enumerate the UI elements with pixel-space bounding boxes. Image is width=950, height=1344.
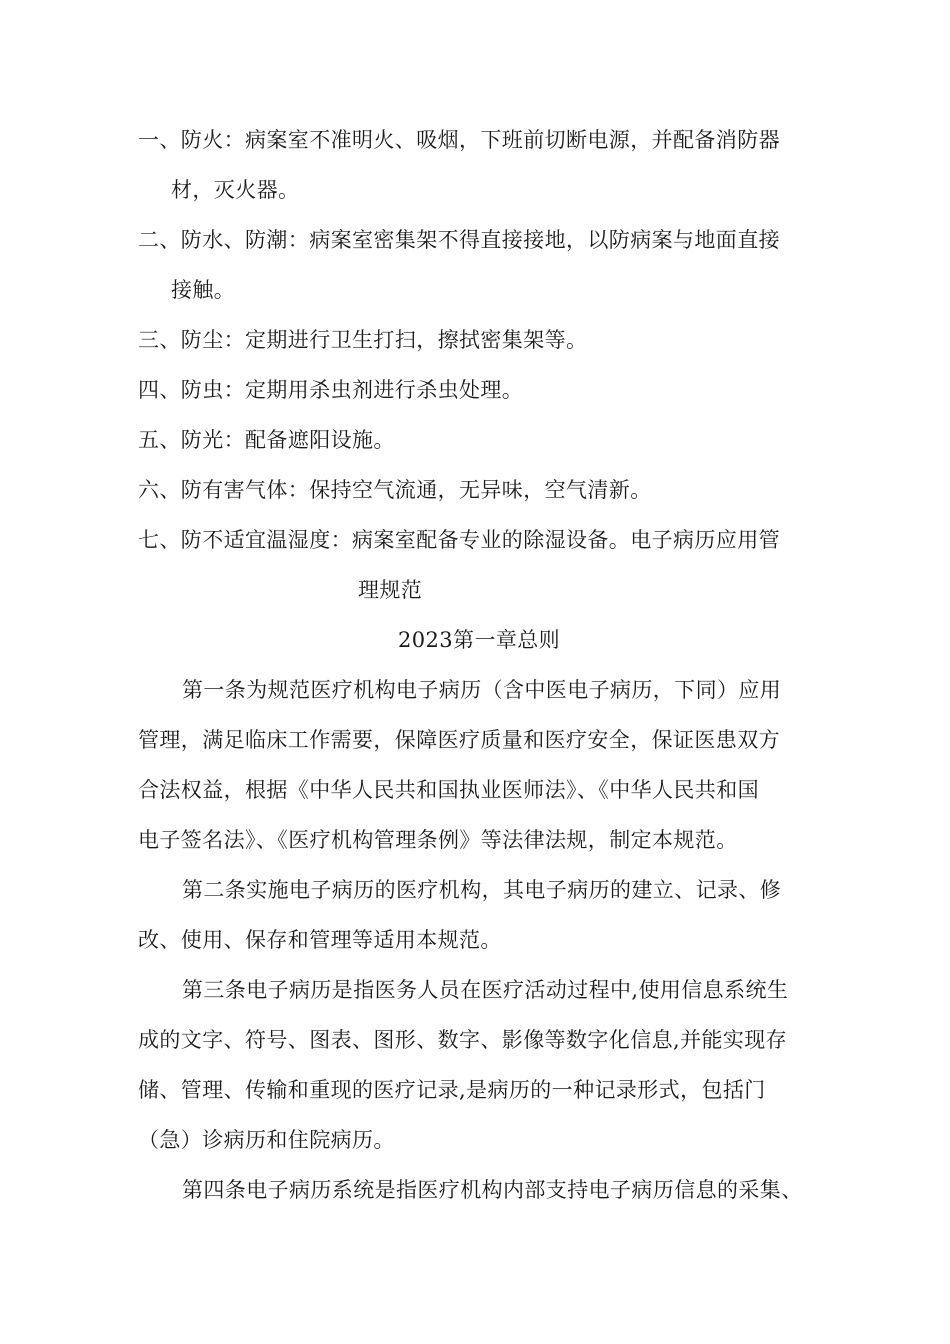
- list-item-6: 六、防有害气体：保持空气流通，无异味，空气清新。: [138, 478, 652, 502]
- article-3-line-4: （急）诊病历和住院病历。: [138, 1128, 395, 1152]
- list-item-3: 三、防尘：定期进行卫生打扫，擦拭密集架等。: [138, 328, 588, 352]
- article-3-line-2: 成的文字、符号、图表、图形、数字、影像等数字化信息,并能实现存: [138, 1028, 788, 1052]
- list-item-1-line-2: 材，灭火器。: [171, 178, 300, 202]
- list-item-4: 四、防虫：定期用杀虫剂进行杀虫处理。: [138, 378, 524, 402]
- article-1-line-4: 电子签名法》、《医疗机构管理条例》等法律法规，制定本规范。: [138, 828, 738, 852]
- article-3-line-3: 储、管理、传输和重现的医疗记录,是病历的一种记录形式，包括门: [138, 1078, 766, 1102]
- article-2-line-1: 第二条实施电子病历的医疗机构，其电子病历的建立、记录、修: [182, 878, 782, 902]
- article-3-line-1: 第三条电子病历是指医务人员在医疗活动过程中,使用信息系统生: [182, 978, 789, 1002]
- article-4-line-1: 第四条电子病历系统是指医疗机构内部支持电子病历信息的采集、: [182, 1178, 803, 1202]
- list-item-2-line-2: 接触。: [171, 278, 236, 302]
- article-2-line-2: 改、使用、保存和管理等适用本规范。: [138, 928, 502, 952]
- article-1-line-3: 合法权益，根据《中华人民共和国执业医师法》、《中华人民共和国: [138, 778, 759, 802]
- title-continuation: 理规范: [358, 578, 423, 602]
- list-item-7: 七、防不适宜温湿度：病案室配备专业的除湿设备。电子病历应用管: [138, 528, 780, 552]
- chapter-heading: 2023第一章总则: [398, 628, 561, 652]
- article-1-line-1: 第一条为规范医疗机构电子病历（含中医电子病历，下同）应用: [182, 678, 782, 702]
- list-item-2-line-1: 二、防水、防潮：病案室密集架不得直接接地，以防病案与地面直接: [138, 228, 780, 252]
- article-1-line-2: 管理，满足临床工作需要，保障医疗质量和医疗安全，保证医患双方: [138, 728, 780, 752]
- list-item-5: 五、防光：配备遮阳设施。: [138, 428, 395, 452]
- list-item-1-line-1: 一、防火：病案室不准明火、吸烟，下班前切断电源，并配备消防器: [138, 128, 780, 152]
